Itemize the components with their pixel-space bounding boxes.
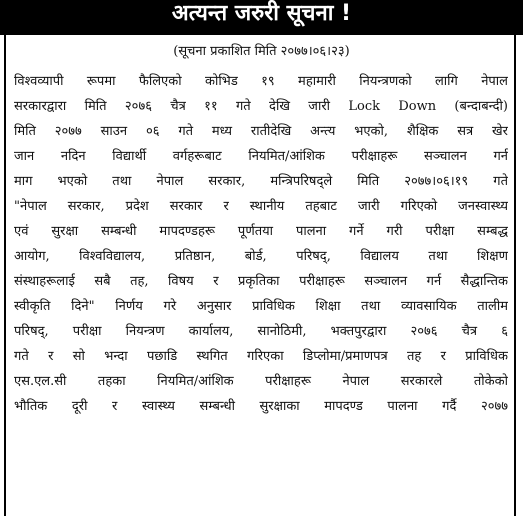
body-line: परिषद्, परीक्षा नियन्त्रण कार्यालय, सानोठिमी, भक्तपुरद्वारा २०७६ चैत्र ६ xyxy=(14,324,508,339)
body-line: आयोग, विश्वविद्यालय, प्रतिष्ठान, बोर्ड, परिषद्, विद्यालय तथा शिक्षण xyxy=(14,249,508,264)
notice-title: अत्यन्त जरुरी सूचना ! xyxy=(171,0,352,26)
body-line: सरकारद्वारा मिति २०७६ चैत्र ११ गते देखि जारी Lock Down (बन्दाबन्दी) xyxy=(14,99,508,114)
body-line: संस्थाहरूलाई सबै तह, विषय र प्रकृतिका परीक्षाहरू सञ्चालन गर्न सैद्धान्तिक xyxy=(14,274,508,289)
body-line: जान नदिन विद्यार्थी वर्गहरूबाट नियमित/आंशिक परीक्षाहरू सञ्चालन गर्न xyxy=(14,149,508,164)
body-line: स्वीकृति दिने" निर्णय गरे अनुसार प्राविधिक शिक्षा तथा व्यावसायिक तालीम xyxy=(14,299,508,314)
body-line: एवं सुरक्षा सम्बन्धी मापदण्डहरू पूर्णतया पालना गर्ने गरी परीक्षा सम्बद्ध xyxy=(14,224,508,239)
body-line: विश्वव्यापी रूपमा फैलिएको कोभिड १९ महामारी नियन्त्रणको लागि नेपाल xyxy=(14,74,508,89)
body-line: मिति २०७७ साउन ०६ गते मध्य रातीदेखि अन्त्य भएको, शैक्षिक सत्र खेर xyxy=(14,124,508,139)
body-line: भौतिक दूरी र स्वास्थ्य सम्बन्धी सुरक्षाका मापदण्ड पालना गर्दै २०७७ xyxy=(14,399,508,414)
body-line: माग भएको तथा नेपाल सरकार, मन्त्रिपरिषद्ले मिति २०७७।०६।१९ गते xyxy=(14,174,508,189)
notice-body xyxy=(14,69,508,419)
body-line: "नेपाल सरकार, प्रदेश सरकार र स्थानीय तहबाट जारी गरिएको जनस्वास्थ्य xyxy=(14,199,508,214)
notice-header xyxy=(0,0,523,35)
published-date: (सूचना प्रकाशित मिति २०७७।०६।२३) xyxy=(173,44,350,59)
body-line: गते र सो भन्दा पछाडि स्थगित गरिएका डिप्लोमा/प्रमाणपत्र तह र प्राविधिक xyxy=(14,349,508,364)
body-line: एस.एल.सी तहका नियमित/आंशिक परीक्षाहरू नेपाल सरकारले तोकेको xyxy=(14,374,508,389)
